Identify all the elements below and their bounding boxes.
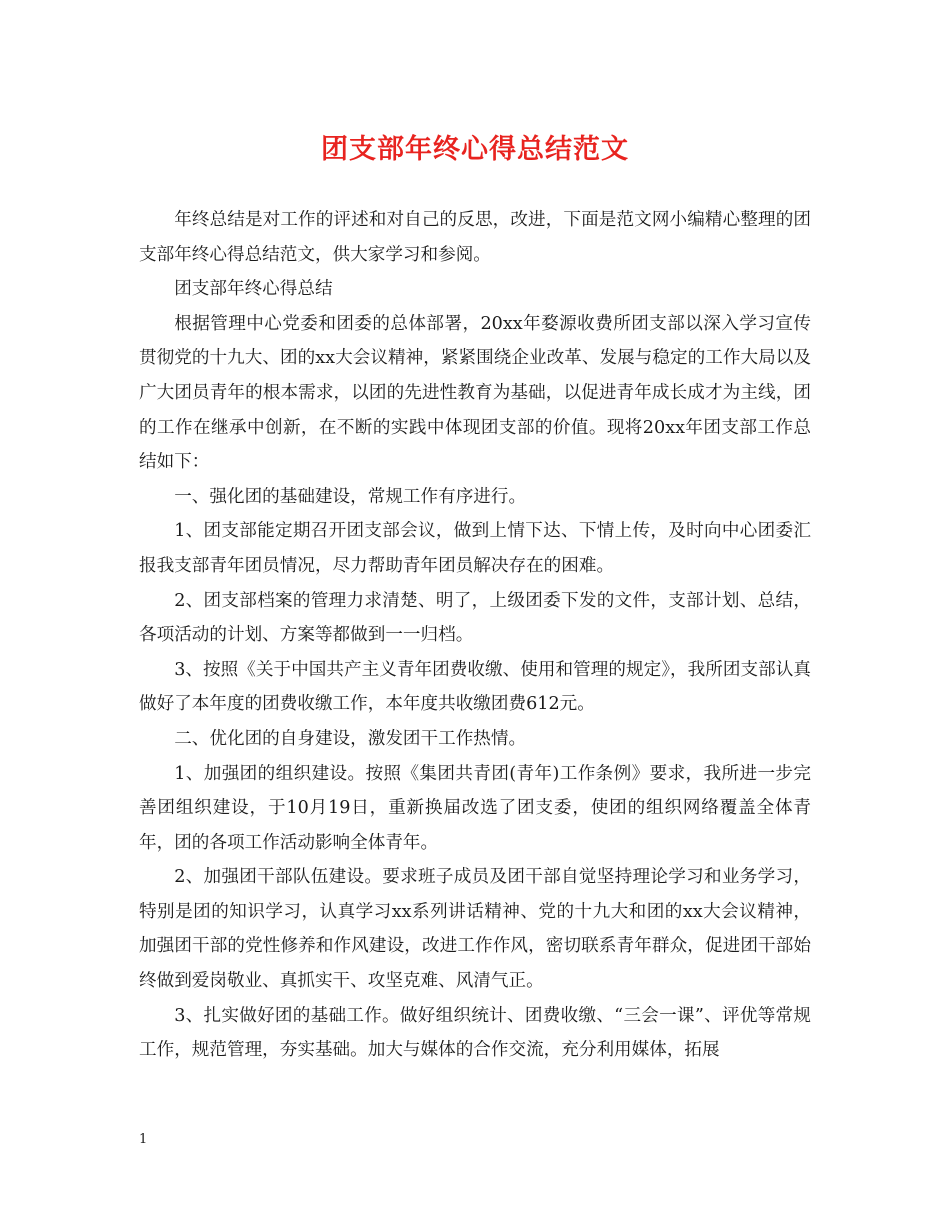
paragraph-section-2-item-1: 1、加强团的组织建设。按照《集团共青团(青年)工作条例》要求，我所进一步完善团组织建设，于10月19日，重新换届改选了团支委，使团的组织网络覆盖全体青年，团的各项工作活动影响全体青年。: [139, 763, 811, 853]
paragraph-section-1-item-3: 3、按照《关于中国共产主义青年团费收缴、使用和管理的规定》，我所团支部认真做好了本年度的团费收缴工作，本年度共收缴团费612元。: [139, 659, 811, 715]
paragraph-section-1-item-2: 2、团支部档案的管理力求清楚、明了，上级团委下发的文件，支部计划、总结，各项活动的计划、方案等都做到一一归档。: [139, 590, 811, 646]
document-title: 团支部年终心得总结范文: [321, 134, 629, 165]
paragraph-section-1-item-1: 1、团支部能定期召开团支部会议，做到上情下达、下情上传，及时向中心团委汇报我支部青年团员情况，尽力帮助青年团员解决存在的困难。: [139, 521, 811, 576]
paragraph-overview: 根据管理中心党委和团委的总体部署，20xx年婺源收费所团支部以深入学习宣传贯彻党的十九大、团的xx大会议精神，紧紧围绕企业改革、发展与稳定的工作大局以及广大团员青年的根本需求，以团的先进性教育为基础，以促进青年成长成才为主线，团的工作在继承中创新，在不断的实践中体现团支部的价值。现将20xx年团支部工作总结如下：: [139, 313, 811, 473]
paragraph-intro: 年终总结是对工作的评述和对自己的反思，改进，下面是范文网小编精心整理的团支部年终心得总结范文，供大家学习和参阅。: [139, 210, 811, 265]
page-number: 1: [139, 1132, 148, 1147]
paragraph-section-2-item-3: 3、扎实做好团的基础工作。做好组织统计、团费收缴、“三会一课”、评优等常规工作，规范管理，夯实基础。加大与媒体的合作交流，充分利用媒体，拓展: [139, 1005, 811, 1061]
paragraph-subtitle: 团支部年终心得总结: [174, 279, 333, 300]
paragraph-section-2-heading: 二、优化团的自身建设，激发团干工作热情。: [174, 728, 527, 749]
paragraph-section-1-heading: 一、强化团的基础建设，常规工作有序进行。: [174, 486, 527, 507]
paragraph-section-2-item-2: 2、加强团干部队伍建设。要求班子成员及团干部自觉坚持理论学习和业务学习，特别是团的知识学习，认真学习xx系列讲话精神、党的十九大和团的xx大会议精神，加强团干部的党性修养和作风建设，改进工作作风，密切联系青年群众，促进团干部始终做到爱岗敬业、真抓实干、攻坚克难、风清气正。: [139, 867, 811, 992]
document-body: [139, 203, 811, 1068]
